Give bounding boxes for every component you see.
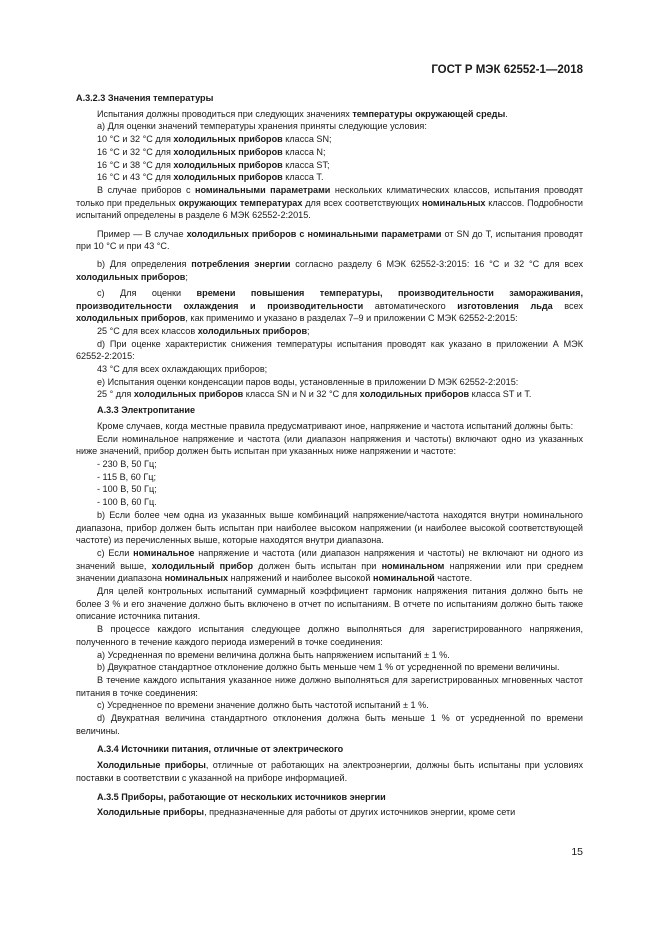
condition-item: 10 °С и 32 °С для холодильных приборов класса SN; [97,134,332,145]
paragraph: Кроме случаев, когда местные правила предусматривают иное, напряжение и частота испытаний должны быть: [97,420,574,431]
paragraph: Испытания должны проводиться при следующих значениях температуры окружающей среды. [97,108,508,119]
paragraph: b) Если более чем одна из указанных выше комбинаций напряжение/частота находятся внутри номинального диапазона, прибор должен быть испытан при наиболее высоком напряжении (и наиболее высокой соответствующей частоте) из перечисленных выше, которые находятся внутри диапазона. [76,509,583,546]
condition-item: 16 °С и 32 °С для холодильных приборов класса N; [97,146,326,157]
list-item: - 100 В, 60 Гц. [97,497,157,508]
paragraph: b) Двукратное стандартное отклонение должно быть меньше чем 1 % от усредненной по времени величины. [97,662,560,673]
section-heading-a35: А.3.5 Приборы, работающие от нескольких источников энергии [97,791,386,802]
paragraph: В случае приборов с номинальными параметрами нескольких климатических классов, испытания проводят только при предельных окружающих температурах для всех соответствующих номинальных классов. Подробности испытаний определены в разделе 6 МЭК 62552-2:2015. [76,184,583,221]
paragraph: Холодильные приборы, отличные от работающих на электроэнергии, должны быть испытаны при условиях поставки в соответствии с указанной на приборе информацией. [76,760,583,783]
paragraph: 25 ° для холодильных приборов класса SN и N и 32 °С для холодильных приборов класса ST и Т. [97,389,532,400]
example-note: Пример — В случае холодильных приборов с номинальными параметрами от SN до Т, испытания проводят при 10 °С и при 43 °С. [76,228,583,252]
condition-item: 16 °С и 43 °С для холодильных приборов класса Т. [97,172,324,183]
list-item: - 230 В, 50 Гц; [97,458,157,469]
paragraph: с) Усредненное по времени значение должно быть частотой испытаний ± 1 %. [97,700,429,711]
section-heading-a34: А.3.4 Источники питания, отличные от электрического [97,744,344,755]
paragraph: 25 °С для всех классов холодильных приборов; [97,325,310,336]
condition-item: 16 °С и 38 °С для холодильных приборов класса ST; [97,159,330,170]
paragraph: с) Для оценки времени повышения температуры, производительности замораживания, производительности охлаждения и производительности автоматического изготовления льда всех холодильных приборов, как применимо и указано в разделах 7–9 и приложении С МЭК 62552-2:2015: [76,287,583,324]
page-body [76,92,583,819]
paragraph: d) Двукратная величина стандартного отклонения должна быть меньше 1 % от усредненной по времени величины. [76,713,583,736]
paragraph: 43 °С для всех охлаждающих приборов; [97,364,268,375]
paragraph: с) Если номинальное напряжение и частота (или диапазон напряжения и частоты) не включают ни одного из значений выше, холодильный прибор должен быть испытан при номинальном напряжении или при среднем значении диапазона номинальных напряжений и наиболее высокой номинальной частоте. [76,547,583,584]
list-item: - 115 В, 60 Гц; [97,471,156,482]
paragraph: В процессе каждого испытания следующее должно выполняться для зарегистрированного напряжения, полученного в течение каждого периода измерений в точке соединения: [76,624,583,647]
list-item: - 100 В, 50 Гц; [97,484,157,495]
paragraph: В течение каждого испытания указанное ниже должно выполняться для зарегистрированных мгновенных частот питания в точке соединения: [76,674,583,698]
paragraph: Для целей контрольных испытаний суммарный коэффициент гармоник напряжения питания должно быть не более 3 % и его значение должно быть включено в отчет по испытаниям. В отчете по испытаниям должно быть также описание источника питания. [76,586,583,622]
paragraph: Холодильные приборы, предназначенные для работы от других источников энергии, кроме сети [97,807,516,818]
paragraph: а) Усредненная по времени величина должна быть напряжением испытаний ± 1 %. [97,649,450,660]
section-heading-a33: А.3.3 Электропитание [97,405,196,416]
paragraph: d) При оценке характеристик снижения температуры испытания проводят как указано в приложении А МЭК 62552-2:2015: [76,338,583,362]
paragraph: b) Для определения потребления энергии согласно разделу 6 МЭК 62552-3:2015: 16 °С и 32 °С для всех холодильных приборов; [76,259,583,283]
section-heading-a323: А.3.2.3 Значения температуры [76,93,214,103]
document-header: ГОСТ Р МЭК 62552-1—2018 [431,64,583,76]
paragraph: а) Для оценки значений температуры хранения приняты следующие условия: [97,121,427,132]
paragraph: Если номинальное напряжение и частота (или диапазон напряжения и частоты) включают одно из указанных ниже значений, прибор должен быть испытан при указанных ниже напряжении и частоте: [76,433,583,457]
paragraph: е) Испытания оценки конденсации паров воды, установленные в приложении D МЭК 62552-2:2015: [97,376,519,387]
page-number: 15 [571,846,583,858]
